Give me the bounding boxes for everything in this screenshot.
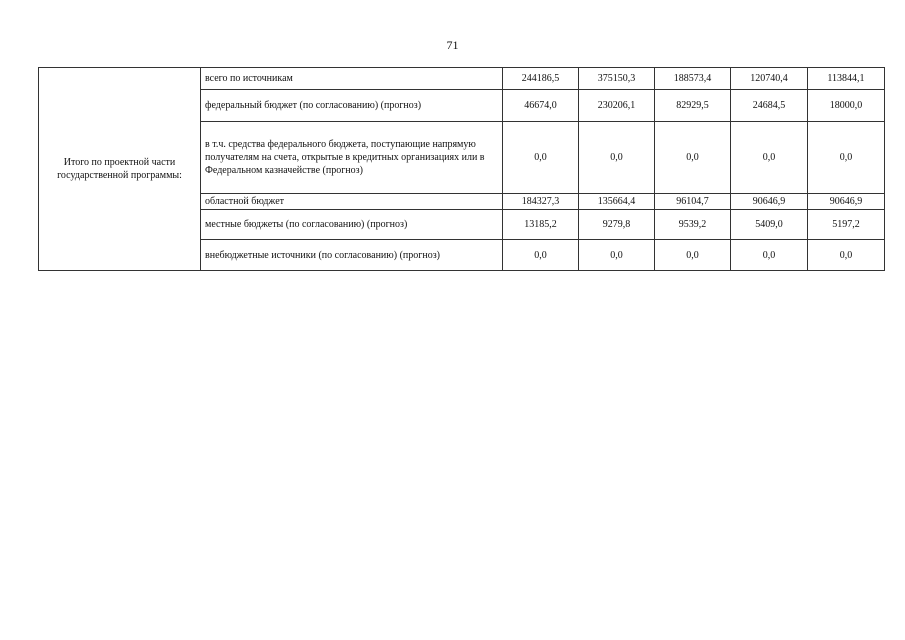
value-cell: 5409,0 [731, 210, 808, 240]
value-cell: 13185,2 [503, 210, 579, 240]
value-cell: 244186,5 [503, 68, 579, 90]
value-cell: 0,0 [579, 240, 655, 271]
value-cell: 90646,9 [808, 194, 885, 210]
value-cell: 0,0 [579, 122, 655, 194]
value-cell: 184327,3 [503, 194, 579, 210]
value-cell: 0,0 [808, 240, 885, 271]
page-number: 71 [446, 38, 459, 52]
source-cell: в т.ч. средства федерального бюджета, поступающие напрямую получателям на счета, открытые в кредитных организациях или в Федеральном казначействе (прогноз) [201, 122, 503, 194]
value-cell: 0,0 [503, 240, 579, 271]
value-cell: 90646,9 [731, 194, 808, 210]
value-cell: 0,0 [655, 240, 731, 271]
value-cell: 96104,7 [655, 194, 731, 210]
group-label-cell: Итого по проектной части государственной программы: [39, 68, 201, 271]
value-cell: 375150,3 [579, 68, 655, 90]
table-row [39, 68, 885, 90]
value-cell: 230206,1 [579, 90, 655, 122]
value-cell: 82929,5 [655, 90, 731, 122]
value-cell: 188573,4 [655, 68, 731, 90]
value-cell: 0,0 [503, 122, 579, 194]
source-cell: федеральный бюджет (по согласованию) (прогноз) [201, 90, 503, 122]
value-cell: 0,0 [731, 240, 808, 271]
value-cell: 9539,2 [655, 210, 731, 240]
value-cell: 46674,0 [503, 90, 579, 122]
value-cell: 5197,2 [808, 210, 885, 240]
value-cell: 0,0 [731, 122, 808, 194]
budget-table [38, 67, 885, 271]
source-cell: внебюджетные источники (по согласованию) (прогноз) [201, 240, 503, 271]
value-cell: 18000,0 [808, 90, 885, 122]
value-cell: 0,0 [655, 122, 731, 194]
value-cell: 113844,1 [808, 68, 885, 90]
value-cell: 0,0 [808, 122, 885, 194]
value-cell: 24684,5 [731, 90, 808, 122]
source-cell: всего по источникам [201, 68, 503, 90]
value-cell: 120740,4 [731, 68, 808, 90]
value-cell: 135664,4 [579, 194, 655, 210]
value-cell: 9279,8 [579, 210, 655, 240]
source-cell: областной бюджет [201, 194, 503, 210]
source-cell: местные бюджеты (по согласованию) (прогноз) [201, 210, 503, 240]
